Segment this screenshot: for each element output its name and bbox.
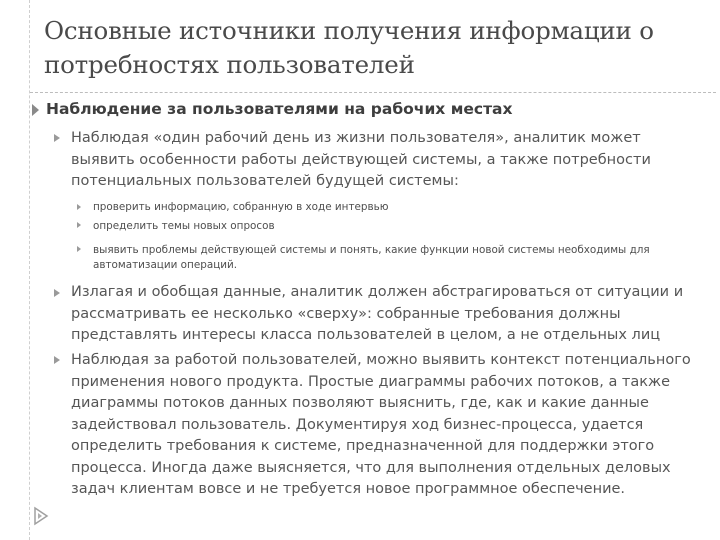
text-line: задействовал пользователь. Документируя ход бизнес-процесса, удается: [71, 416, 644, 433]
bullet-arrow-icon: [54, 356, 60, 364]
list-item: выявить проблемы действующей системы и понять, какие функции новой системы необходимы для: [93, 244, 650, 256]
title-line-2: потребностях пользователей: [44, 50, 415, 79]
text-line: представлять интересы класса пользователей в целом, а не отдельных лиц: [71, 327, 661, 343]
sub-bullet-1: [71, 128, 711, 193]
text-line: Наблюдая за работой пользователей, можно выявить контекст потенциального: [71, 352, 691, 368]
slide-title: [44, 14, 704, 82]
title-divider: [30, 92, 716, 93]
vertical-guide-line: [29, 0, 30, 540]
bullet-arrow-icon: [54, 134, 60, 142]
title-line-1: Основные источники получения информации о: [44, 16, 654, 45]
sub-sub-list: [93, 219, 708, 234]
bullet-heading: Наблюдение за пользователями на рабочих местах: [46, 100, 513, 118]
text-line: Наблюдая «один рабочий день из жизни пользователя», аналитик может: [71, 130, 641, 146]
text-line: диаграммы потоков данных позволяют выяснить, где, как и какие данные: [71, 395, 649, 411]
list-item: определить темы новых опросов: [93, 220, 275, 232]
sub-sub-list: [93, 243, 708, 273]
text-line: применения нового продукта. Простые диаграммы рабочих потоков, а также: [71, 373, 671, 390]
text-line: задач клиентам вовсе и не требуется новое программное обеспечение.: [71, 481, 626, 497]
text-line: определить требования к системе, предназначенной для поддержки этого: [71, 438, 655, 454]
bullet-arrow-icon: [54, 289, 60, 297]
next-slide-icon[interactable]: [30, 505, 52, 527]
sub-bullet-2: [71, 282, 711, 347]
text-line: Излагая и обобщая данные, аналитик должен абстрагироваться от ситуации и: [71, 284, 684, 300]
sub-sub-list: [93, 200, 708, 215]
sub-bullet-3: [71, 350, 711, 501]
bullet-arrow-icon: [32, 104, 39, 116]
text-line: выявить особенности работы действующей системы, а также потребности: [71, 151, 651, 168]
text-line: процесса. Иногда даже выясняется, что для выполнения отдельных деловых: [71, 459, 671, 476]
text-line: потенциальных пользователей будущей системы:: [71, 173, 459, 189]
list-item: проверить информацию, собранную в ходе интервью: [93, 201, 389, 213]
list-item-continuation: автоматизации операций.: [93, 259, 238, 271]
text-line: рассматривать ее несколько «сверху»: собранные требования должны: [71, 305, 621, 322]
